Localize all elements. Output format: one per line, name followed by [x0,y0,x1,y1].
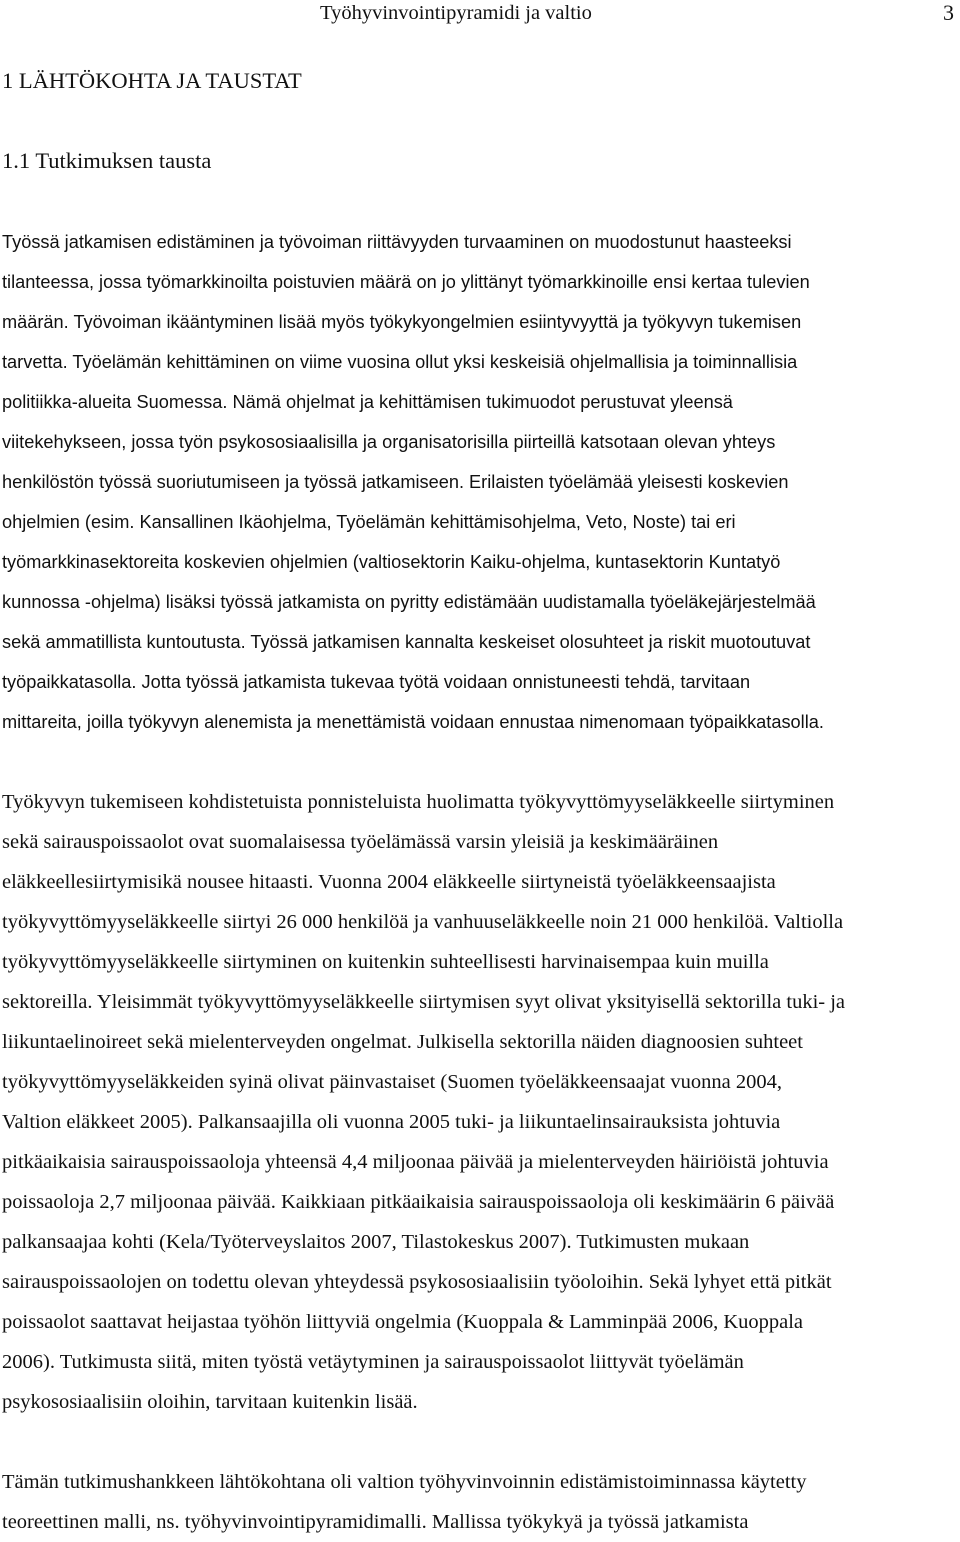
running-header [0,0,960,26]
paragraph-line: eläkkeellesiirtymisikä nousee hitaasti. Vuonna 2004 eläkkeelle siirtyneistä työeläkkeensaajista [2,871,776,893]
paragraph-line: työkyvyttömyyseläkkeelle siirtyminen on kuitenkin suhteellisesti harvinaisempaa kuin muilla [2,951,769,973]
paragraph-line: pitkäaikaisia sairauspoissaoloja yhteensä 4,4 miljoonaa päivää ja mielenterveyden häiriöistä johtuvia [2,1151,829,1173]
paragraph-line: poissaolot saattavat heijastaa työhön liittyviä ongelmia (Kuoppala & Lamminpää 2006, Kuoppala [2,1311,804,1333]
paragraph-line: liikuntaelinoireet sekä mielenterveyden ongelmat. Julkisella sektorilla näiden diagnoosien suhteet [2,1031,803,1053]
paragraph-line: psykososiaalisiin oloihin, tarvitaan kuitenkin lisää. [2,1391,418,1413]
paragraph-line: poissaoloja 2,7 miljoonaa päivää. Kaikkiaan pitkäaikaisia sairauspoissaoloja oli keskimäärin 6 päivää [2,1191,835,1213]
page-number: 3 [943,0,954,25]
paragraph-1 [2,222,960,742]
paragraph-line: sektoreilla. Yleisimmät työkyvyttömyyseläkkeelle siirtymisen syyt olivat yksityisellä sektorilla tuki- ja [2,991,846,1013]
paragraph-line: viitekehykseen, jossa työn psykososiaalisilla ja organisatorisilla piirteillä katsotaan olevan yhteys [2,432,776,452]
paragraph-line: työkyvyttömyyseläkkeelle siirtyi 26 000 henkilöä ja vanhuuseläkkeelle noin 21 000 henkilöä. Valtiolla [2,911,844,933]
paragraph-line: kunnossa -ohjelma) lisäksi työssä jatkamista on pyritty edistämään uudistamalla työeläkejärjestelmää [2,592,816,612]
paragraph-line: politiikka-alueita Suomessa. Nämä ohjelmat ja kehittämisen tukimuodot perustuvat yleensä [2,392,733,412]
paragraph-line: ohjelmien (esim. Kansallinen Ikäohjelma, Työelämän kehittämisohjelma, Veto, Noste) tai eri [2,512,736,532]
paragraph-line: sekä ammatillista kuntoutusta. Työssä jatkamisen kannalta keskeiset olosuhteet ja riskit muotoutuvat [2,632,811,652]
paragraph-line: tilanteessa, jossa työmarkkinoilta poistuvien määrä on jo ylittänyt työmarkkinoille ensi kertaa tulevien [2,272,810,292]
paragraph-line: työkyvyttömyyseläkkeiden syinä olivat päinvastaiset (Suomen työeläkkeensaajat vuonna 2004, [2,1071,782,1093]
paragraph-line: henkilöstön työssä suoriutumiseen ja työssä jatkamiseen. Erilaisten työelämää yleisesti koskevien [2,472,789,492]
paragraph-line: sekä sairauspoissaolot ovat suomalaisessa työelämässä varsin yleisiä ja keskimääräinen [2,831,719,853]
paragraph-line: Työkyvyn tukemiseen kohdistetuista ponnisteluista huolimatta työkyvyttömyyseläkkeelle siirtyminen [2,791,835,813]
paragraph-line: Työssä jatkamisen edistäminen ja työvoiman riittävyyden turvaaminen on muodostunut haasteeksi [2,232,792,252]
section-heading: 1.1 Tutkimuksen tausta [2,148,212,173]
paragraph-line: työmarkkinasektoreita koskevien ohjelmien (valtiosektorin Kaiku-ohjelma, kuntasektorin Kuntatyö [2,552,781,572]
paragraph-line: mittareita, joilla työkyvyn alenemista ja menettämistä voidaan ennustaa nimenomaan työpaikkatasolla. [2,712,824,732]
paragraph-line: 2006). Tutkimusta siitä, miten työstä vetäytyminen ja sairauspoissaolot liittyvät työelämän [2,1351,744,1373]
paragraph-line: määrän. Työvoiman ikääntyminen lisää myös työkykyongelmien esiintyvyyttä ja työkyvyn tukemisen [2,312,802,332]
paragraph-line: Valtion eläkkeet 2005). Palkansaajilla oli vuonna 2005 tuki- ja liikuntaelinsairauksista johtuvia [2,1111,781,1133]
paragraph-line: tarvetta. Työelämän kehittäminen on viime vuosina ollut yksi keskeisiä ohjelmallisia ja toiminnallisia [2,352,798,372]
paragraph-line: työpaikkatasolla. Jotta työssä jatkamista tukevaa työtä voidaan onnistuneesti tehdä, tarvitaan [2,672,751,692]
paragraph-line: sairauspoissaolojen on todettu olevan yhteydessä psykososiaalisiin työoloihin. Sekä lyhyet että pitkät [2,1271,832,1293]
chapter-heading: 1 LÄHTÖKOHTA JA TAUSTAT [2,68,302,93]
paragraph-line: teoreettinen malli, ns. työhyvinvointipyramidimalli. Mallissa työkykyä ja työssä jatkamista [2,1511,749,1533]
paragraph-line: palkansaajaa kohti (Kela/Työterveyslaitos 2007, Tilastokeskus 2007). Tutkimusten mukaan [2,1231,750,1253]
paragraph-2 [2,782,960,1422]
paragraph-3 [2,1462,960,1542]
running-title: Työhyvinvointipyramidi ja valtio [320,2,592,24]
paragraph-line: Tämän tutkimushankkeen lähtökohtana oli valtion työhyvinvoinnin edistämistoiminnassa käytetty [2,1471,807,1493]
